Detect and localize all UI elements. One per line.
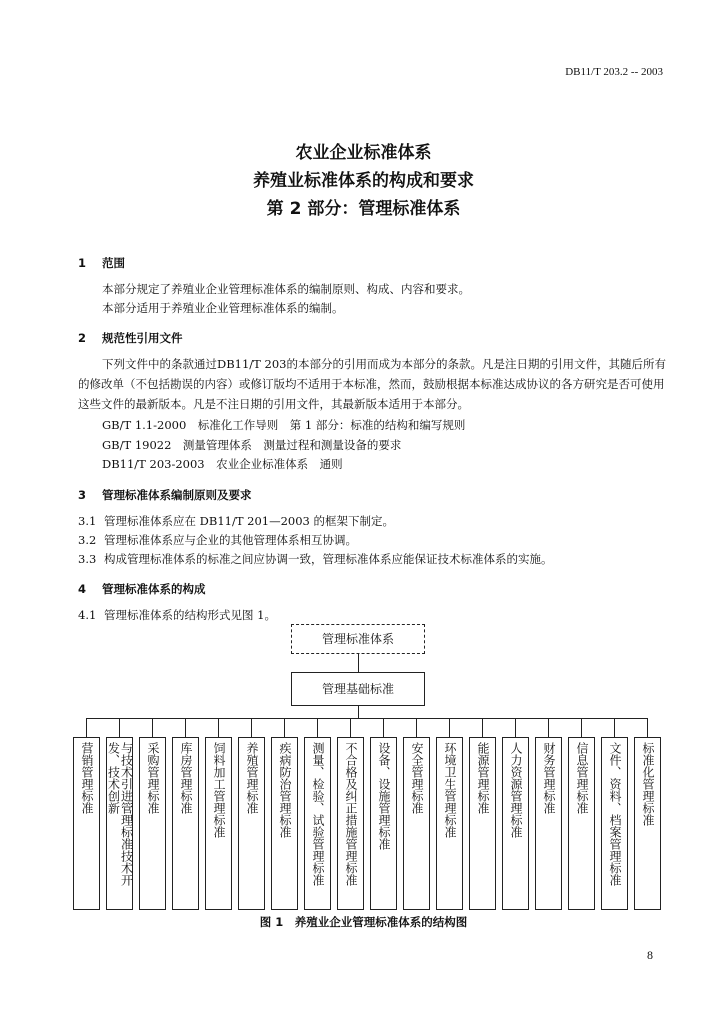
connector-line [218,718,219,737]
connector-line [284,718,285,737]
diagram-child-label: 不合格及纠正措施管理标准 [344,742,358,886]
diagram-child-label: 人力资源管理标准 [509,742,523,838]
reference-item: GB/T 1.1-2000 标准化工作导则 第 1 部分：标准的结构和编写规则 [102,418,466,432]
diagram-child-label: 能源管理标准 [476,742,490,814]
reference-item: GB/T 19022 测量管理体系 测量过程和测量设备的要求 [102,438,402,452]
section-number: 1 [78,256,87,270]
diagram-child-label: 标准化管理标准 [641,742,655,826]
diagram-child-node [535,737,562,910]
figure-caption: 图 1 养殖业企业管理标准体系的结构图 [259,915,468,929]
clause-number: 3.2 [78,533,97,547]
connector-bus-line [87,718,647,719]
section-title: 管理标准体系编制原则及要求 [102,488,252,502]
diagram-child-node [634,737,661,910]
connector-line [647,718,648,737]
diagram-child-node [205,737,232,910]
diagram-child-node [139,737,166,910]
normative-references-paragraph: 下列文件中的条款通过DB11/T 203的本部分的引用而成为本部分的条款。凡是注日期的引用文件，其随后所有的修改单（不包括勘误的内容）或修订版均不适用于本标准，然而，鼓励根据本标准达成协议的各方研究是否可使用这些文件的最新版本。凡是不注日期的引用文件，其最新版本适用于本部分。 [78,357,666,411]
section-number: 2 [78,331,87,345]
diagram-child-label: 饲料加工管理标准 [212,742,226,838]
connector-line [350,718,351,737]
section-4-heading [78,581,206,597]
page-number: 8 [647,948,653,962]
diagram-child-node [304,737,331,910]
connector-line [185,718,186,737]
diagram-child-node [469,737,496,910]
diagram-child-node [403,737,430,910]
clause-item [78,551,553,567]
diagram-child-node [601,737,628,910]
diagram-child-node [238,737,265,910]
section-title: 范围 [102,256,125,270]
connector-line [383,718,384,737]
connector-line [86,718,87,737]
diagram-child-node [271,737,298,910]
connector-line [548,718,549,737]
clause-item [78,607,276,623]
diagram-child-label: 养殖管理标准 [245,742,259,814]
clause-number: 4.1 [78,608,97,622]
connector-line [515,718,516,737]
connector-line [152,718,153,737]
diagram-child-node [568,737,595,910]
diagram-child-node [172,737,199,910]
connector-line [482,718,483,737]
diagram-child-label: 财务管理标准 [542,742,556,814]
diagram-child-node [436,737,463,910]
clause-number: 3.1 [78,514,97,528]
title-line-3: 第 2 部分：管理标准体系 [266,199,461,219]
diagram-child-label: 库房管理标准 [179,742,193,814]
diagram-child-node [337,737,364,910]
section-3-heading [78,487,252,503]
diagram-child-label: 安全管理标准 [410,742,424,814]
clause-number: 3.3 [78,552,97,566]
clause-text: 管理标准体系的结构形式见图 1。 [104,608,276,622]
connector-line [416,718,417,737]
diagram-child-label: 与技术引进管理标准技术开发、技术创新 [106,742,134,886]
clause-item [78,513,394,529]
clause-item [78,532,357,548]
diagram-child-label: 疾病防治管理标准 [278,742,292,838]
diagram-root-node: 管理标准体系 [291,624,425,654]
section-2-heading [78,330,183,346]
section-number: 3 [78,488,87,502]
diagram-child-label: 设备、设施管理标准 [377,742,391,850]
connector-line [358,654,359,672]
connector-line [614,718,615,737]
diagram-child-label: 信息管理标准 [575,742,589,814]
connector-line [251,718,252,737]
diagram-child-label: 测量、检验、试验管理标准 [311,742,325,886]
clause-text: 构成管理标准体系的标准之间应协调一致，管理标准体系应能保证技术标准体系的实施。 [104,552,553,566]
scope-paragraph-2: 本部分适用于养殖业企业管理标准体系的编制。 [102,301,344,315]
diagram-child-node [106,737,133,910]
connector-line [317,718,318,737]
document-code: DB11/T 203.2 -- 2003 [565,66,663,78]
section-title: 管理标准体系的构成 [102,582,206,596]
scope-paragraph-1: 本部分规定了养殖业企业管理标准体系的编制原则、构成、内容和要求。 [102,282,470,296]
connector-line [358,706,359,718]
diagram-child-label: 环境卫生管理标准 [443,742,457,838]
section-1-heading [78,255,125,271]
diagram-child-label: 营销管理标准 [80,742,94,814]
clause-text: 管理标准体系应在 DB11/T 201—2003 的框架下制定。 [104,514,395,528]
connector-line [119,718,120,737]
clause-text: 管理标准体系应与企业的其他管理体系相互协调。 [104,533,357,547]
diagram-child-node [73,737,100,910]
title-line-1: 农业企业标准体系 [295,143,432,163]
reference-item: DB11/T 203-2003 农业企业标准体系 通则 [102,457,343,471]
connector-line [449,718,450,737]
diagram-child-node [502,737,529,910]
diagram-base-node: 管理基础标准 [291,672,425,706]
section-title: 规范性引用文件 [102,331,183,345]
connector-line [581,718,582,737]
section-number: 4 [78,582,87,596]
diagram-child-label: 文件、资料、档案管理标准 [608,742,622,886]
diagram-child-label: 采购管理标准 [146,742,160,814]
title-line-2: 养殖业标准体系的构成和要求 [253,171,474,191]
diagram-child-node [370,737,397,910]
